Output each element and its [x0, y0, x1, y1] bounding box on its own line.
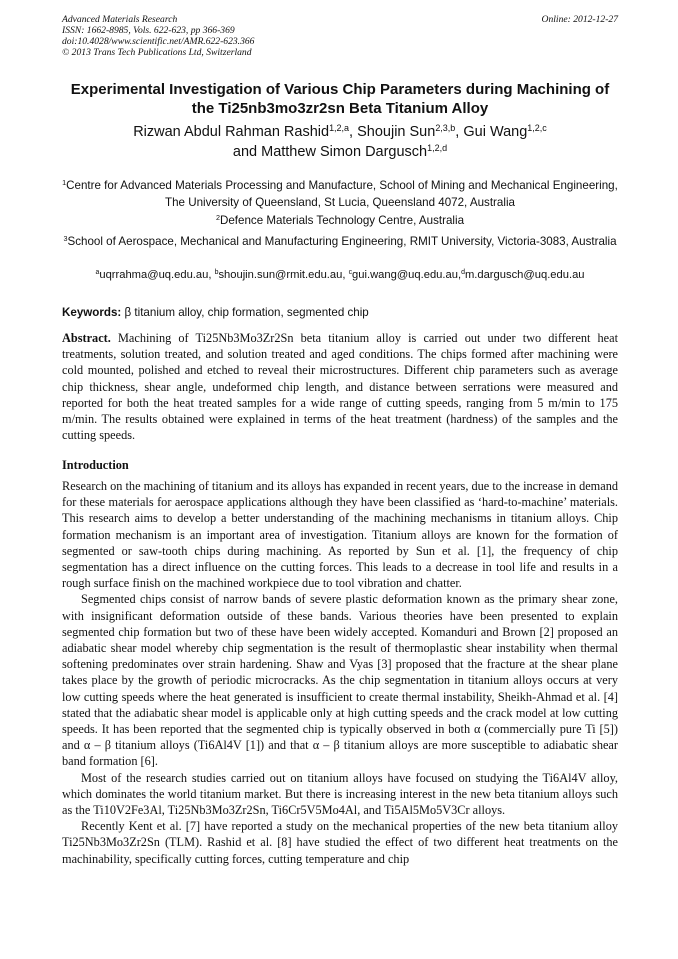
affiliation-marker: 1 — [62, 178, 67, 188]
affiliation-2 — [62, 212, 618, 229]
affiliation-marker: 2 — [215, 213, 220, 223]
keywords-text: β titanium alloy, chip formation, segmented chip — [124, 306, 369, 319]
email-marker: b — [214, 269, 219, 277]
journal-header — [62, 14, 618, 58]
introduction-body — [62, 478, 618, 867]
email-marker: c — [348, 269, 353, 277]
paper-title: Experimental Investigation of Various Chip Parameters during Machining of the Ti25nb3mo3zr2sn Beta Titanium Alloy — [70, 81, 610, 117]
paragraph: Segmented chips consist of narrow bands of severe plastic deformation known as the primary shear zone, with insignificant deformation outside of these bands. Various theories have been presented to explain segmented chip formation but two of these have been widely accepted. Komanduri and Brown [2] proposed an adiabatic shear model whereby chip segmentation is the result of thermoplastic shear instability when thermal softening predominates over strain hardening. Shaw and Vyas [3] proposed that the fracture at the shear plane takes place by the growth of periodic microcracks. As the chip segmentation in titanium alloys occurs at very low cutting speeds where the heat generated is insufficient to create thermal instability, Sheikh-Ahmad et al. [4] stated that the adiabatic shear model is applicable only at high cutting speeds and the crack model at low cutting speeds. It has been reported that the segmented chip is typically observed in both α (commercially pure Ti [5]) and α – β titanium alloys (Ti6Al4V [1]) and that α – β titanium alloys are more susceptible to adiabatic shear band formation [6]. — [62, 592, 618, 769]
affiliation-text: Centre for Advanced Materials Processing and Manufacture, School of Mining and Mechanical Engineering, The University of Queensland, St Lucia, Queensland 4072, Australia — [66, 179, 618, 209]
copyright-line: © 2013 Trans Tech Publications Ltd, Switzerland — [62, 47, 252, 58]
abstract-label: Abstract. — [62, 331, 111, 345]
author-name: Matthew Simon Dargusch — [261, 144, 428, 160]
keywords-label: Keywords: — [62, 306, 122, 319]
affiliation-3 — [62, 233, 618, 250]
email-address[interactable]: gui.wang@uq.edu.au — [352, 269, 458, 281]
author-name: Shoujin Sun — [357, 124, 436, 140]
doi-line: doi:10.4028/www.scientific.net/AMR.622-623.366 — [62, 36, 255, 47]
author-affiliation-marker: 1,2,c — [527, 123, 547, 134]
abstract — [62, 330, 618, 443]
author-list: Rizwan Abdul Rahman Rashid$^{1,2,a}$, Shoujin Sun$^{2,3,b}$, Gui Wang$^{1,2,c}$ and Matthew Simon Dargusch$^{1,2,d}$ — [133, 123, 547, 160]
email-address[interactable]: shoujin.sun@rmit.edu.au — [218, 269, 343, 281]
email-marker: a — [95, 269, 100, 277]
journal-name: Advanced Materials Research — [62, 14, 178, 25]
affiliation-text: School of Aerospace, Mechanical and Manufacturing Engineering, RMIT University, Victoria-3083, Australia — [67, 235, 617, 248]
affiliation-1 — [62, 177, 618, 211]
keywords — [62, 305, 618, 321]
author-affiliation-marker: 1,2,a — [329, 123, 350, 134]
email-list: $^a$uqrrahma@uq.edu.au, $^b$shoujin.sun@rmit.edu.au, $^c$gui.wang@uq.edu.au,$^d$m.dargusch@uq.edu.au — [95, 269, 585, 281]
author-name: Gui Wang — [463, 124, 528, 140]
email-marker: d — [461, 269, 465, 277]
email-address[interactable]: uqrrahma@uq.edu.au — [99, 269, 209, 281]
affiliation-marker: 3 — [63, 234, 68, 244]
issn-line: ISSN: 1662-8985, Vols. 622-623, pp 366-369 — [62, 25, 235, 36]
online-date: Online: 2012-12-27 — [541, 14, 618, 25]
affiliation-text: Defence Materials Technology Centre, Australia — [219, 214, 465, 227]
author-affiliation-marker: 1,2,d — [427, 143, 448, 154]
author-name: Rizwan Abdul Rahman Rashid — [133, 124, 330, 140]
author-affiliation-marker: 2,3,b — [435, 123, 456, 134]
paragraph: Recently Kent et al. [7] have reported a study on the mechanical properties of the new beta titanium alloy Ti25Nb3Mo3Zr2Sn (TLM). Rashid et al. [8] have studied the effect of two different heat treatments on the machinability, specifically cutting forces, cutting temperature and chip — [62, 819, 618, 866]
abstract-text: Machining of Ti25Nb3Mo3Zr2Sn beta titanium alloy is carried out under two different heat treatments, solution treated, and solution treated and aged conditions. The chips formed after machining were cold mounted, polished and etched to reveal their microstructures. Different chip parameters such as average chip thickness, shear angle, undeformed chip length, and distance between serrations were measured and reported for both the heat treated samples for a wide range of cutting speeds, ranging from 5 m/min to 175 m/min. The results obtained were explained in terms of the heat treatment (hardness) of the samples and the cutting speeds. — [62, 331, 618, 443]
paragraph: Research on the machining of titanium and its alloys has expanded in recent years, due to the increase in demand for these materials for aerospace applications although they have been classified as ‘hard-to-machine’ materials. This research aims to develop a better understanding of the machining mechanisms in titanium alloys. Chip formation mechanism is an important area of investigation. Titanium alloys are known for the formation of segmented or saw-tooth chips during machining. As reported by Sun et al. [1], the frequency of chip segmentation has a direct influence on the cutting forces. This leads to a decrease in tool life and results in a rough surface finish on the machined workpiece due to tool vibration and chatter. — [62, 479, 618, 591]
email-address[interactable]: m.dargusch@uq.edu.au — [464, 269, 585, 281]
paragraph: Most of the research studies carried out on titanium alloys have focused on studying the Ti6Al4V alloy, which dominates the world titanium market. But there is increasing interest in the new beta titanium alloys such as the Ti10V2Fe3Al, Ti25Nb3Mo3Zr2Sn, Ti6Cr5V5Mo4Al, and Ti5Al5Mo5V3Cr alloys. — [62, 770, 618, 818]
section-heading-introduction: Introduction — [62, 458, 129, 472]
